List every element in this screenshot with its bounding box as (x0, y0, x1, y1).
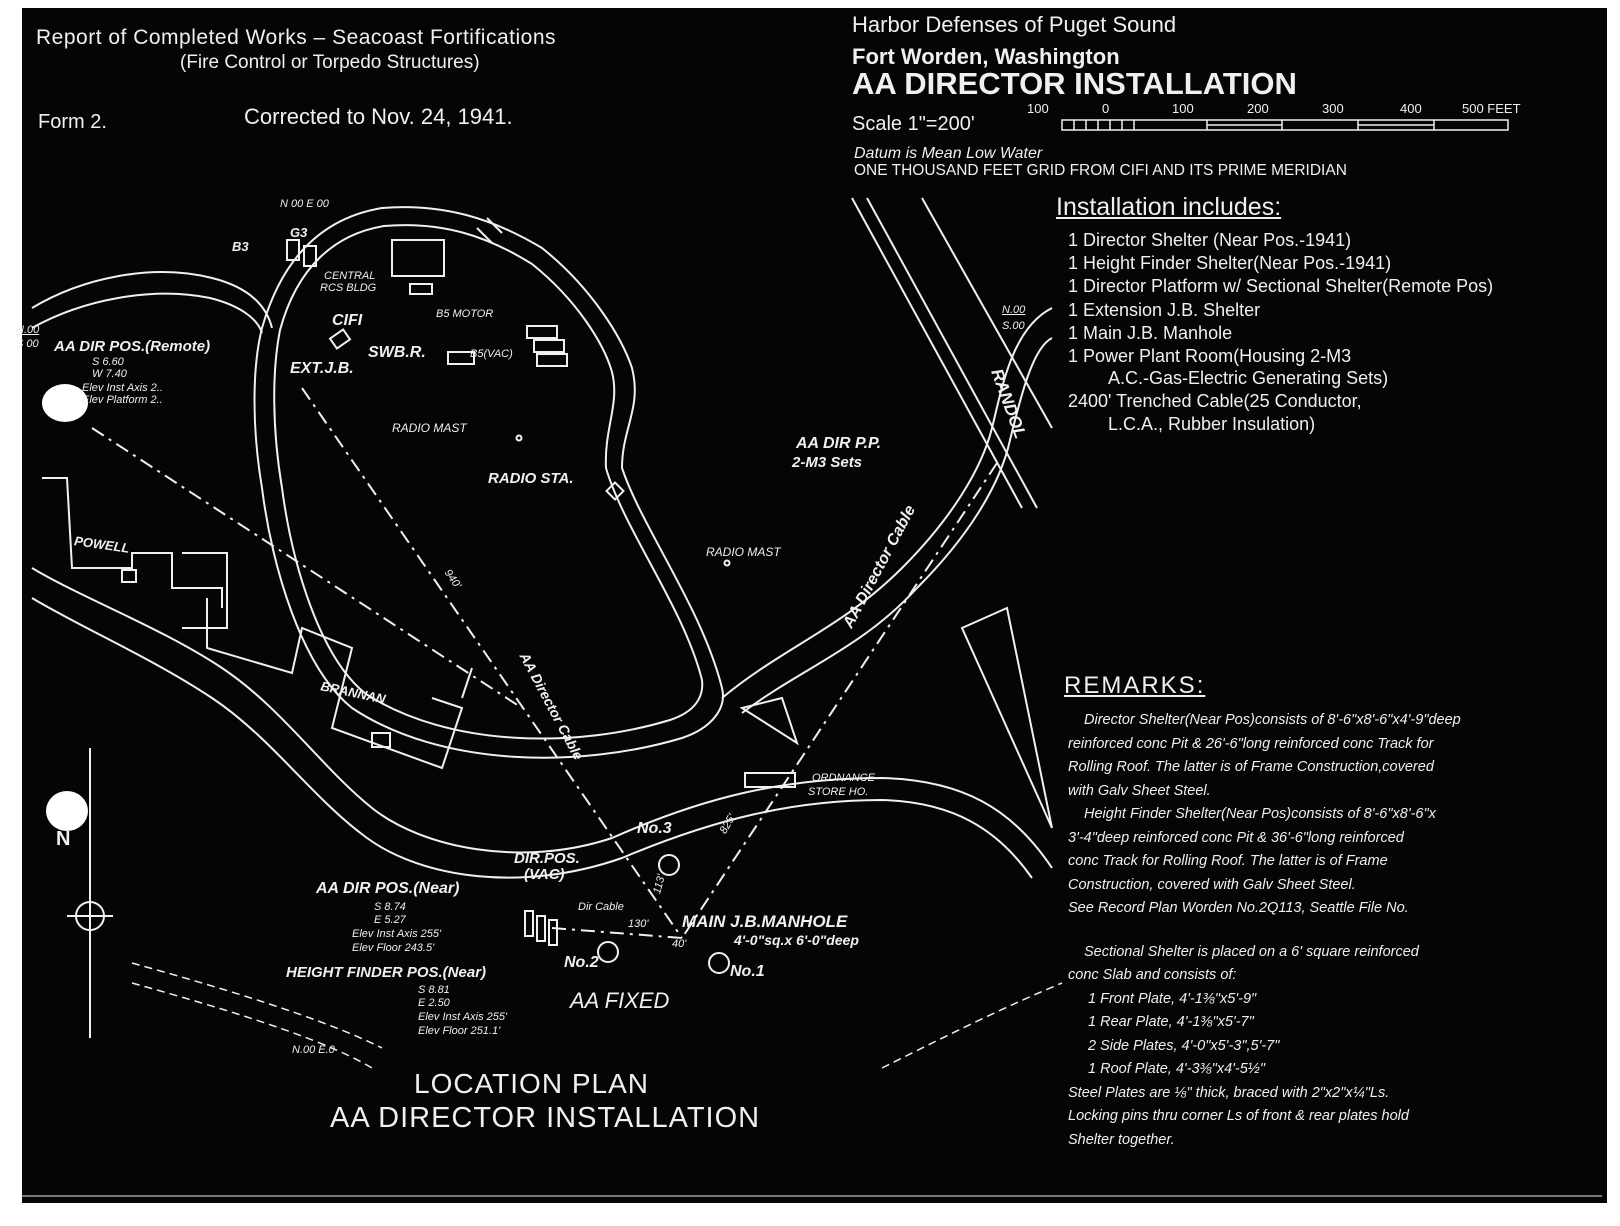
cable-dir-to-manhole (552, 928, 682, 938)
label-powell: POWELL (73, 533, 131, 556)
remark-line: 3'-4"deep reinforced conc Pit & 36'-6"long reinforced (1068, 829, 1404, 846)
label-grid-s00-left: S 00 (16, 338, 39, 350)
report-subtitle: (Fire Control or Torpedo Structures) (180, 52, 480, 73)
label-hf-detail-4: Elev Floor 251.1' (418, 1025, 501, 1037)
label-near-detail-2: E 5.27 (374, 914, 406, 926)
label-no3: No.3 (637, 820, 672, 837)
label-aa-dir-remote: AA DIR POS.(Remote) (54, 338, 211, 355)
label-remote-detail-1: S 6.60 (92, 356, 124, 368)
remark-line: Locking pins thru corner Ls of front & rear plates hold (1068, 1108, 1409, 1124)
label-cable-130: 130' (628, 918, 649, 930)
label-grid-bottom: N.00 E.0 (292, 1044, 335, 1056)
label-vac: (VAC) (524, 866, 565, 883)
railway-line-3 (922, 198, 1052, 428)
remark-line: Sectional Shelter is placed on a 6' square reinforced (1084, 943, 1419, 960)
label-main-jb-dims: 4'-0"sq.x 6'-0"deep (734, 932, 859, 948)
label-near-detail-3: Elev Inst Axis 255' (352, 928, 442, 940)
triangle-island-1 (742, 698, 797, 743)
railway-line-1 (852, 198, 1022, 508)
remark-line: 1 Rear Plate, 4'-1⅜"x5'-7" (1088, 1014, 1254, 1030)
label-b5-vac: B5(VAC) (470, 348, 513, 360)
installation-item-7: 2400' Trenched Cable(25 Conductor, (1068, 391, 1362, 411)
fixed-gun-no2 (598, 942, 618, 962)
b5-bldg-3 (537, 354, 567, 366)
b5-motor-bldg (527, 326, 557, 338)
remarks-title: REMARKS: (1064, 672, 1206, 699)
near-shelter-1 (525, 911, 533, 936)
road-west (32, 568, 1052, 868)
cable-remote-to-powell (92, 428, 522, 708)
label-grid-n00-left: N.00 (16, 324, 40, 336)
installation-item-4: 1 Extension J.B. Shelter (1068, 300, 1261, 320)
label-cifi: CIFI (332, 312, 363, 329)
label-cable-940: 940' (441, 567, 464, 591)
remark-line: Shelter together. (1068, 1131, 1175, 1148)
label-store-ho: STORE HO. (808, 786, 869, 798)
label-grid-n00-right: N.00 (1002, 304, 1026, 316)
powell-bldg-3 (122, 570, 136, 582)
installation-item-5: 1 Main J.B. Manhole (1068, 323, 1233, 343)
map-sheet (16, 8, 1607, 1203)
damage-spot-2 (46, 791, 88, 831)
label-randol: RANDOL (987, 366, 1030, 442)
label-rcs-bldg: RCS BLDG (320, 282, 377, 294)
installation-item-6: 1 Power Plant Room(Housing 2-M3 (1068, 346, 1352, 366)
cifi-bldg (330, 329, 350, 348)
label-radio-mast-1: RADIO MAST (392, 421, 467, 435)
label-central: CENTRAL (324, 270, 376, 282)
form-number: Form 2. (38, 111, 107, 133)
road-south (32, 272, 272, 328)
installation-title: Installation includes: (1056, 193, 1282, 221)
label-ordnance: ORDNANCE (812, 772, 875, 784)
label-m3-sets: 2-M3 Sets (792, 454, 863, 471)
scale-bar (1062, 120, 1508, 130)
remark-line: 1 Roof Plate, 4'-3⅜"x4'-5½" (1088, 1061, 1266, 1077)
label-b3: B3 (232, 239, 249, 254)
road-south-2 (32, 294, 262, 333)
installation-item-2: 1 Height Finder Shelter(Near Pos.-1941) (1068, 253, 1392, 273)
location-plan-subtitle: AA DIRECTOR INSTALLATION (330, 1102, 761, 1134)
powell-bldg-2 (182, 553, 227, 628)
remark-line: reinforced conc Pit & 26'-6"long reinforced conc Track for (1068, 735, 1434, 752)
label-grid-s00-right: S.00 (1002, 320, 1025, 332)
location-plan-title: LOCATION PLAN (414, 1068, 649, 1099)
label-radio-mast-2: RADIO MAST (706, 545, 781, 559)
harbor-defenses-title: Harbor Defenses of Puget Sound (852, 12, 1177, 37)
central-bldg (392, 240, 444, 276)
label-near-detail-1: S 8.74 (374, 901, 406, 913)
label-cable-825: 825' (717, 812, 739, 837)
railway-line-2 (867, 198, 1037, 508)
label-aa-director-cable-right: AA Director Cable (840, 502, 920, 632)
remark-line: Rolling Roof. The latter is of Frame Construction,covered (1068, 759, 1434, 775)
scale-tick-6: 500 FEET (1462, 101, 1521, 116)
cable-pp-to-manhole (682, 463, 997, 938)
dashed-road-right (882, 983, 1062, 1068)
radio-mast-2 (725, 561, 730, 566)
remark-line: 2 Side Plates, 4'-0"x5'-3",5'-7" (1088, 1037, 1280, 1054)
radio-mast-1 (517, 436, 522, 441)
remark-line: Height Finder Shelter(Near Pos)consists of 8'-6"x8'-6"x (1084, 806, 1436, 822)
corrected-date: Corrected to Nov. 24, 1941. (244, 104, 513, 129)
label-hf-detail-3: Elev Inst Axis 255' (418, 1011, 508, 1023)
report-title: Report of Completed Works – Seacoast Fortifications (36, 26, 556, 49)
datum-note: Datum is Mean Low Water (854, 145, 1043, 162)
fixed-gun-no3 (659, 855, 679, 875)
aa-director-title: AA DIRECTOR INSTALLATION (852, 66, 1297, 101)
label-remote-detail-3: Elev Inst Axis 2.. (82, 382, 163, 394)
label-aa-fixed: AA FIXED (570, 988, 670, 1013)
near-shelter-3 (549, 920, 557, 945)
remark-line: with Galv Sheet Steel. (1068, 782, 1211, 799)
label-no1: No.1 (730, 963, 765, 980)
label-cable-113: 113' (651, 873, 668, 896)
grid-note: ONE THOUSAND FEET GRID FROM CIFI AND ITS PRIME MERIDIAN (854, 162, 1347, 179)
label-hf-detail-2: E 2.50 (418, 997, 450, 1009)
label-height-finder: HEIGHT FINDER POS.(Near) (286, 964, 487, 981)
label-dir-cable: Dir Cable (578, 901, 624, 913)
label-g3: G3 (290, 225, 308, 240)
label-no2: No.2 (564, 954, 599, 971)
label-ext-jb: EXT.J.B. (290, 360, 354, 377)
central-bldg-annex (410, 284, 432, 294)
triangle-island-2 (962, 608, 1052, 828)
label-main-jb: MAIN J.B.MANHOLE (682, 912, 848, 931)
remark-line: 1 Front Plate, 4'-1⅜"x5'-9" (1088, 990, 1257, 1007)
b5-bldg-2 (534, 340, 564, 352)
label-north: N (56, 828, 71, 850)
label-swbr: SWB.R. (368, 344, 426, 361)
dashed-road-bottom-2 (132, 983, 372, 1068)
remark-line: Construction, covered with Galv Sheet Steel. (1068, 876, 1356, 893)
label-aa-dir-near: AA DIR POS.(Near) (316, 880, 460, 897)
installation-item-3: 1 Director Platform w/ Sectional Shelter(Remote Pos) (1068, 276, 1494, 296)
label-aa-dir-pp: AA DIR P.P. (796, 435, 882, 452)
scale-tick-0: 100 (1027, 101, 1049, 116)
remark-line: Steel Plates are ⅛" thick, braced with 2"x2"x¼"Ls. (1068, 1084, 1390, 1101)
label-b5-motor: B5 MOTOR (436, 308, 494, 320)
fixed-gun-no1 (709, 953, 729, 973)
near-shelter-2 (537, 916, 545, 941)
label-dir-pos-vac: DIR.POS. (514, 850, 580, 867)
scale-tick-3: 200 (1247, 101, 1269, 116)
label-remote-detail-4: Elev Platform 2.. (82, 394, 163, 406)
scale-label: Scale 1"=200' (852, 113, 975, 135)
installation-item-7b: L.C.A., Rubber Insulation) (1108, 414, 1316, 434)
scale-tick-2: 100 (1172, 101, 1194, 116)
remark-line: Director Shelter(Near Pos)consists of 8'-6"x8'-6"x4'-9"deep (1084, 712, 1461, 728)
installation-item-6b: A.C.-Gas-Electric Generating Sets) (1108, 368, 1389, 388)
scale-tick-4: 300 (1322, 101, 1344, 116)
label-cable-40: 40' (672, 938, 687, 950)
label-remote-detail-2: W 7.40 (92, 368, 127, 380)
location-plan-map (22, 8, 1607, 1203)
label-hf-detail-1: S 8.81 (418, 984, 450, 996)
label-aa-director-cable-left: AA Director Cable (516, 649, 587, 763)
label-grid-n00-e00: N 00 E 00 (280, 198, 329, 210)
label-radio-sta: RADIO STA. (488, 470, 574, 487)
fort-worden-title: Fort Worden, Washington (852, 44, 1120, 69)
remark-line: conc Track for Rolling Roof. The latter is of Frame (1068, 853, 1388, 869)
remark-line: conc Slab and consists of: (1068, 967, 1237, 983)
label-near-detail-4: Elev Floor 243.5' (352, 942, 435, 954)
label-brannan: BRANNAN (319, 678, 387, 707)
scale-tick-5: 400 (1400, 101, 1422, 116)
installation-item-1: 1 Director Shelter (Near Pos.-1941) (1068, 230, 1352, 250)
remark-line: See Record Plan Worden No.2Q113, Seattle File No. (1068, 900, 1409, 916)
scale-tick-1: 0 (1102, 101, 1110, 116)
